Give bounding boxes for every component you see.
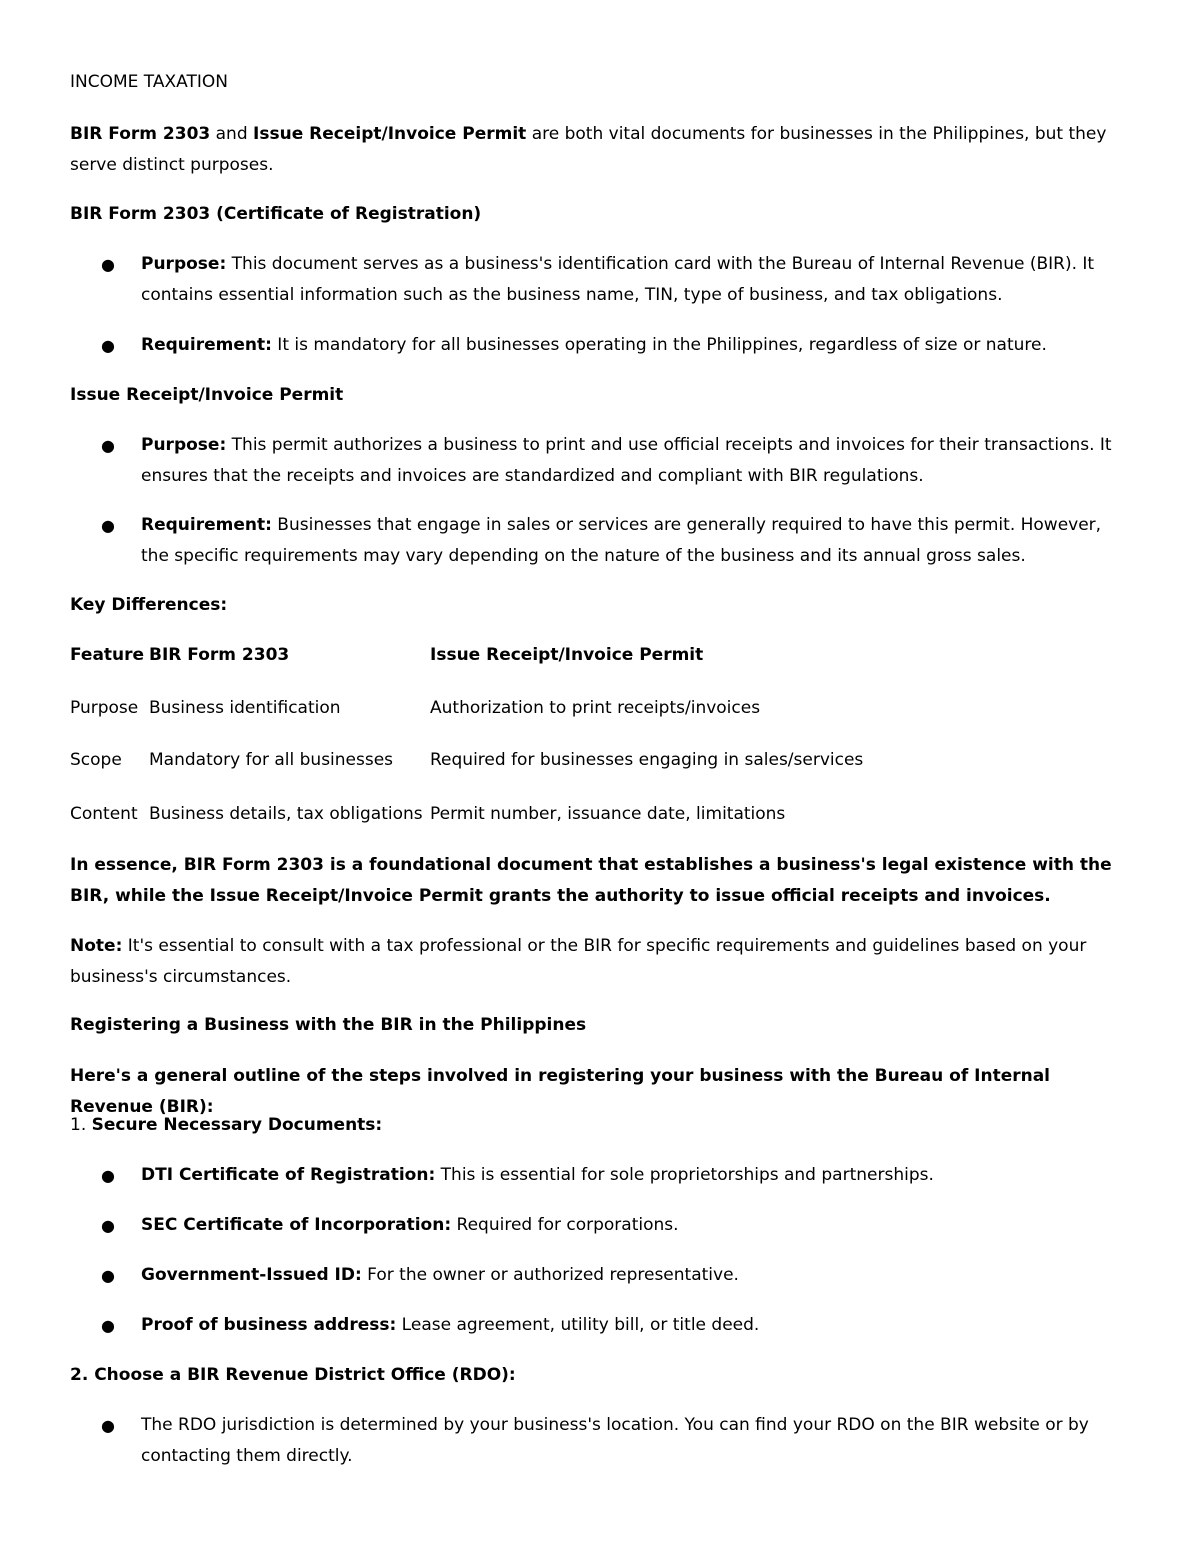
intro-paragraph <box>70 119 1130 181</box>
table-cell: Authorization to print receipts/invoices <box>430 698 761 718</box>
section2-heading: Issue Receipt/Invoice Permit <box>70 385 344 405</box>
bullet-icon: ● <box>101 1416 115 1435</box>
bullet-label: Purpose: <box>141 254 227 274</box>
bullet-icon: ● <box>101 1166 115 1185</box>
essence-paragraph: In essence, BIR Form 2303 is a foundational document that establishes a business's legal existence with the BIR, while the Issue Receipt/Invoice Permit grants the authority to issue official receipts and invoices. <box>70 855 1112 906</box>
bullet-icon: ● <box>101 1316 115 1335</box>
bullet-label: Requirement: <box>141 515 272 535</box>
registering-heading: Registering a Business with the BIR in the Philippines <box>70 1015 587 1035</box>
table-cell: Business identification <box>149 698 341 718</box>
table-cell: Purpose <box>70 698 139 718</box>
table-cell: Permit number, issuance date, limitations <box>430 804 786 824</box>
bullet-label: Government-Issued ID: <box>141 1265 362 1285</box>
bullet-text: Lease agreement, utility bill, or title deed. <box>396 1315 760 1335</box>
bullet-text: Required for corporations. <box>451 1215 679 1235</box>
step1-title: Secure Necessary Documents: <box>91 1115 383 1135</box>
bullet-label: DTI Certificate of Registration: <box>141 1165 436 1185</box>
bullet-label: Proof of business address: <box>141 1315 397 1335</box>
intro-text-2: are both vital documents for businesses in the Philippines, but they serve distinct purposes. <box>70 124 1107 175</box>
note-text: It's essential to consult with a tax professional or the BIR for specific requirements and guidelines based on your business's circumstances. <box>70 936 1087 987</box>
note-label: Note: <box>70 936 123 956</box>
bullet-icon: ● <box>101 516 115 535</box>
bullet-text: For the owner or authorized representative. <box>361 1265 739 1285</box>
step1-prefix: 1. <box>70 1115 92 1135</box>
table-header-cell: Feature <box>70 645 145 665</box>
bullet-icon: ● <box>101 336 115 355</box>
note-paragraph <box>70 931 1130 993</box>
bullet-text: It is mandatory for all businesses operating in the Philippines, regardless of size or nature. <box>271 335 1047 355</box>
table-header-cell: BIR Form 2303 <box>149 645 290 665</box>
outline-heading: Here's a general outline of the steps involved in registering your business with the Bureau of Internal Revenue (BIR): <box>70 1066 1051 1117</box>
intro-bold-1: BIR Form 2303 <box>70 124 211 144</box>
intro-bold-2: Issue Receipt/Invoice Permit <box>253 124 527 144</box>
bullet-icon: ● <box>101 255 115 274</box>
bullet-text: This is essential for sole proprietorships and partnerships. <box>435 1165 934 1185</box>
bullet-icon: ● <box>101 436 115 455</box>
page-title: INCOME TAXATION <box>70 72 228 92</box>
step2-heading: 2. Choose a BIR Revenue District Office (RDO): <box>70 1365 516 1385</box>
table-cell: Scope <box>70 750 122 770</box>
bullet-text: Businesses that engage in sales or services are generally required to have this permit. However, the specific requirements may vary depending on the nature of the business and its annual gross sales. <box>141 515 1102 566</box>
bullet-label: Requirement: <box>141 335 272 355</box>
bullet-text: This document serves as a business's identification card with the Bureau of Internal Revenue (BIR). It contains essential information such as the business name, TIN, type of business, and tax obligations. <box>141 254 1095 305</box>
bullet-icon: ● <box>101 1266 115 1285</box>
table-header-cell: Issue Receipt/Invoice Permit <box>430 645 704 665</box>
section1-heading: BIR Form 2303 (Certificate of Registration) <box>70 204 482 224</box>
intro-text-1: and <box>210 124 254 144</box>
table-cell: Required for businesses engaging in sales/services <box>430 750 864 770</box>
bullet-icon: ● <box>101 1216 115 1235</box>
table-cell: Business details, tax obligations <box>149 804 423 824</box>
key-differences-heading: Key Differences: <box>70 595 228 615</box>
table-cell: Content <box>70 804 138 824</box>
bullet-text: The RDO jurisdiction is determined by your business's location. You can find your RDO on the BIR website or by contacting them directly. <box>141 1415 1089 1466</box>
step1-heading <box>70 1110 1130 1141</box>
bullet-label: Purpose: <box>141 435 227 455</box>
bullet-label: SEC Certificate of Incorporation: <box>141 1215 452 1235</box>
table-cell: Mandatory for all businesses <box>149 750 394 770</box>
bullet-text: This permit authorizes a business to print and use official receipts and invoices for their transactions. It ensures that the receipts and invoices are standardized and compliant with BIR regulations. <box>141 435 1112 486</box>
